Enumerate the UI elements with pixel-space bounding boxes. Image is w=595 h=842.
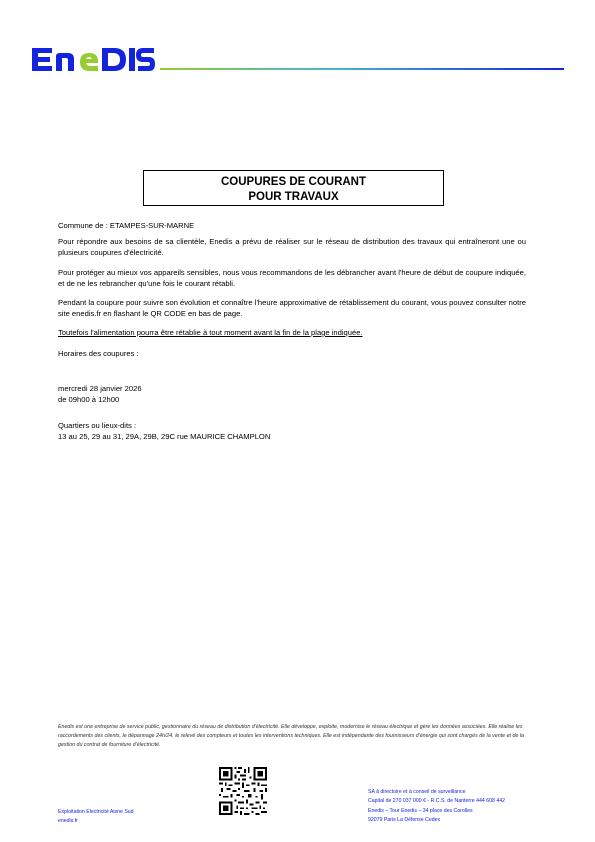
website-link[interactable]: enedis.fr (58, 818, 78, 825)
horaires-label: Horaires des coupures : (58, 349, 139, 358)
notice-title-box (143, 170, 444, 206)
legal-line-2: Capital de 270 037 000 € - R.C.S. de Nanterre 444 608 442 (368, 798, 505, 805)
paragraph-intro: Pour répondre aux besoins de sa clientèle, Enedis a prévu de réaliser sur le réseau de distribution des travaux qui entraîneront une ou plusieurs coupures d'électricité. (58, 237, 526, 257)
legal-line-4: 92079 Paris La Défense Cedex (368, 817, 441, 824)
quartiers-list: 13 au 25, 29 au 31, 29A, 29B, 29C rue MAURICE CHAMPLON (58, 432, 271, 441)
qr-code-icon[interactable] (219, 767, 267, 815)
title-line-1: COUPURES DE COURANT (220, 176, 367, 188)
quartiers-label: Quartiers ou lieux-dits : (58, 421, 137, 430)
outage-date: mercredi 28 janvier 2026 (58, 384, 142, 393)
outage-time: de 09h00 à 12h00 (58, 395, 120, 404)
legal-line-3: Enedis – Tour Enedis – 34 place des Corolles (368, 807, 473, 814)
paragraph-warning: Toutefois l'alimentation pourra être rétablie à tout moment avant la fin de la plage indiquée. (58, 328, 363, 337)
exploitation-label: Exploitation Electricité Aisne Sud (58, 809, 134, 815)
enedis-logo (30, 44, 156, 74)
paragraph-follow-up: Pendant la coupure pour suivre son évolution et connaître l'heure approximative de rétablissement du courant, vous pouvez consulter notre site enedis.fr en flashant le QR CODE en bas de page. (58, 298, 526, 318)
title-line-2: POUR TRAVAUX (248, 191, 339, 203)
footer-company-note: Enedis est une entreprise de service public, gestionnaire du réseau de distribution d'électricité. Elle développe, exploite, modernise le réseau électrique et gère les données associées. Elle réalise les raccordements des clients, le dépannage 24h/24, le relevé des compteurs et toutes les interventions techniques. Elle est indépendante des fournisseurs d'énergie qui sont chargés de la vente et de la gestion du contrat de fourniture d'électricité. (58, 724, 524, 748)
legal-line-1: SA à directoire et à conseil de surveillance (368, 789, 466, 795)
header-gradient-line (160, 68, 564, 70)
paragraph-protection: Pour protéger au mieux vos appareils sensibles, nous vous recommandons de les débrancher avant l'heure de début de coupure indiquée, et de ne les rebrancher qu'une fois le courant rétabli. (58, 268, 526, 288)
legal-info (368, 788, 505, 826)
commune-label: Commune de : ETAMPES-SUR-MARNE (58, 221, 195, 230)
exploitation-info (58, 808, 134, 827)
